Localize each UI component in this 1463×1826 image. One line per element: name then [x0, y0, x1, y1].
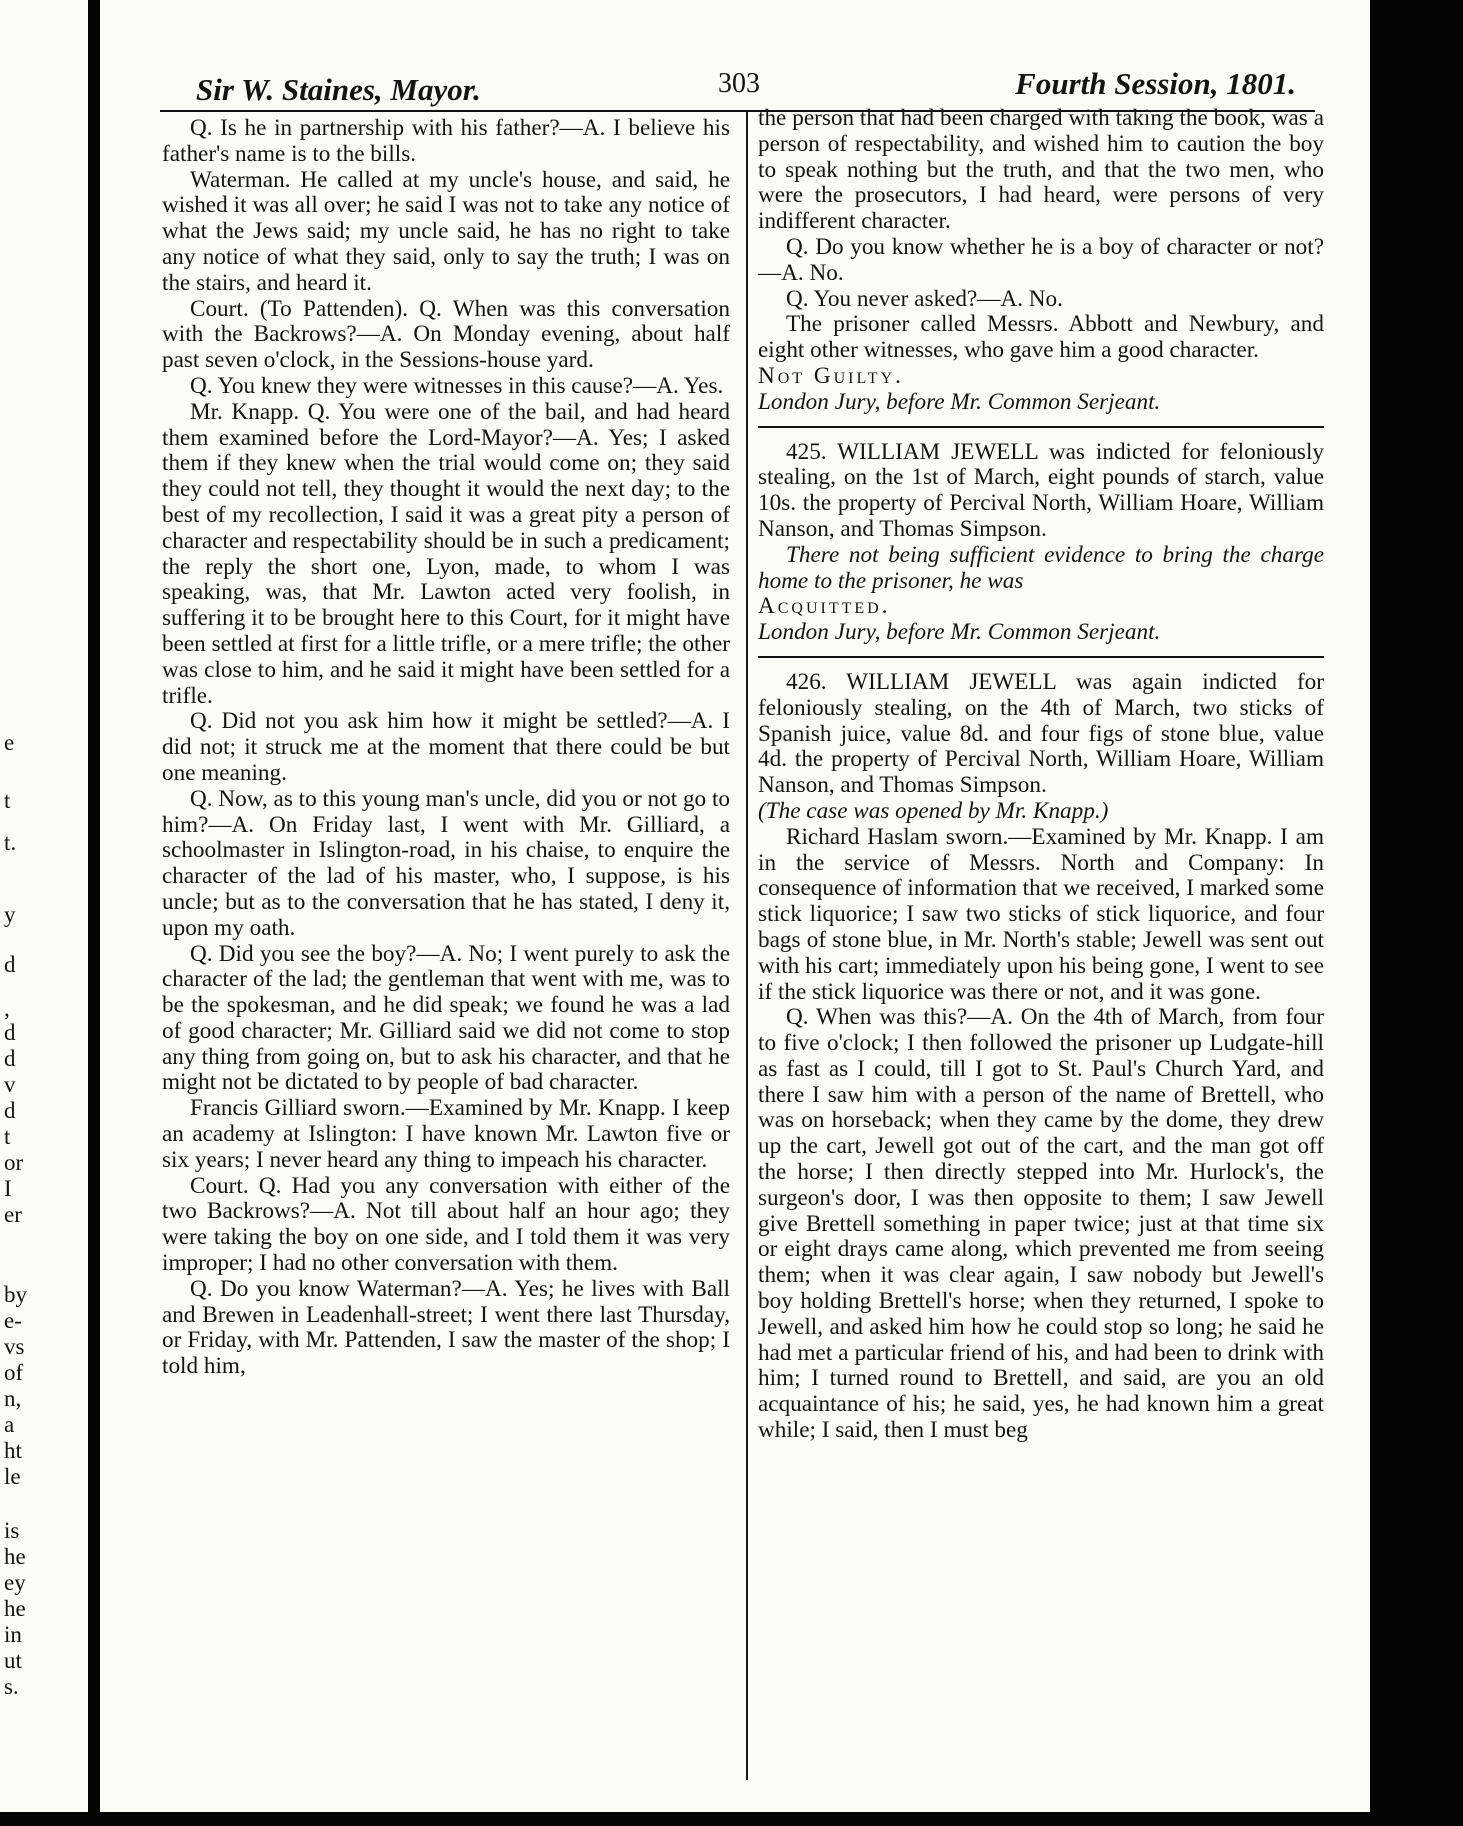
prev-fragment: d — [4, 1046, 16, 1071]
prev-fragment: t. — [4, 830, 17, 855]
verdict-not-guilty: Not Guilty. — [758, 362, 904, 389]
paragraph: Q. You knew they were witnesses in this cause?—A. Yes. — [190, 372, 724, 399]
prev-fragment: a — [4, 1412, 15, 1437]
left-column — [162, 116, 730, 1380]
paragraph: The prisoner called Messrs. Abbott and Newbury, and eight other witnesses, who gave him a good character. — [758, 311, 1324, 364]
prev-fragment: t — [4, 788, 11, 813]
paragraph: Q. Now, as to this young man's uncle, did you or not go to him?—A. On Friday last, I went with Mr. Gilliard, a schoolmaster in Islington-road, in his chaise, to enquire the character of the lad of his master, who, I suppose, is his uncle; but as to the conversation that he has stated, I deny it, upon my oath. — [162, 785, 730, 941]
prev-fragment: t — [4, 1124, 11, 1149]
paragraph: Court. Q. Had you any conversation with either of the two Backrows?—A. Not till about half an hour ago; they were taking the boy on one side, and I told them it was very improper; I had no other conversation with them. — [162, 1172, 730, 1277]
prev-fragment: , — [4, 996, 10, 1021]
prev-fragment: or — [4, 1150, 24, 1175]
prev-fragment: he — [4, 1596, 26, 1621]
verdict-acquitted: Acquitted. — [758, 593, 891, 620]
paragraph: Mr. Knapp. Q. You were one of the bail, and had heard them examined before the Lord-Mayor?—A. Yes; I asked them if they knew when the trial would come on; they said they could not tell, they thought it would the next day; to the best of my recollection, I said it was a great pity a person of character and respectability should be in such a predicament; the reply the short one, Lyon, made, to whom I was speaking, was, that Mr. Lawton acted very foolish, in suffering it to be brought here to this Court, for it might have been settled at first for a little trifle, or a mere trifle; the other was close to him, and he said it might have been settled for a trifle. — [162, 398, 730, 709]
previous-page-edge — [0, 60, 88, 1760]
evidence-note: There not being sufficient evidence to bring the charge home to the prisoner, he was — [758, 541, 1324, 594]
paragraph: Q. Do you know whether he is a boy of character or not?—A. No. — [758, 233, 1324, 286]
paragraph: Court. (To Pattenden). Q. When was this conversation with the Backrows?—A. On Monday evening, about half past seven o'clock, in the Sessions-house yard. — [162, 295, 730, 374]
paragraph-continuation: the person that had been charged with taking the book, was a person of respectability, and wished him to caution the boy to speak nothing but the truth, and that the two men, who were the prosecutors, I had heard, were persons of very indifferent character. — [758, 105, 1324, 235]
scan-edge-left — [88, 0, 100, 1826]
case-opened-note: (The case was opened by Mr. Knapp.) — [758, 797, 1109, 824]
prev-fragment: ht — [4, 1438, 22, 1463]
prev-fragment: ey — [4, 1570, 26, 1595]
column-rule — [746, 112, 748, 1780]
page-number: 303 — [718, 68, 760, 99]
jury-line: London Jury, before Mr. Common Serjeant. — [758, 619, 1161, 646]
paragraph: Q. Did not you ask him how it might be settled?—A. I did not; it struck me at the moment that there could be but one meaning. — [162, 708, 730, 786]
section-rule — [758, 426, 1324, 428]
paragraph: Q. Did you see the boy?—A. No; I went purely to ask the character of the lad; the gentleman that went with me, was to be the spokesman, and he did speak; we found he was a lad of good character; Mr. Gilliard said we did not come to stop any thing from going on, but to ask his character, and that he might not be dictated to by people of bad character. — [162, 940, 730, 1096]
right-column — [758, 106, 1324, 1444]
prev-fragment: vs — [4, 1334, 25, 1359]
paragraph: Waterman. He called at my uncle's house, and said, he wished it was all over; he said I was not to take any notice of what the Jews said; my uncle said, he has no right to take any notice of what they said, only to say the truth; I was on the stairs, and heard it. — [162, 166, 730, 296]
prev-fragment: er — [4, 1202, 22, 1227]
prev-fragment: d — [4, 952, 16, 977]
paragraph: Francis Gilliard sworn.—Examined by Mr. Knapp. I keep an academy at Islington: I have known Mr. Lawton five or six years; I never heard any thing to impeach his character. — [162, 1095, 730, 1173]
paragraph: Richard Haslam sworn.—Examined by Mr. Knapp. I am in the service of Messrs. North and Company: In consequence of information that we received, I marked some stick liquorice; I saw two sticks of stick liquorice, and four bags of stone blue, in Mr. North's stable; Jewell was sent out with his cart; immediately upon his being gone, I went to see if the stick liquorice was there or not, and it was gone. — [758, 823, 1324, 1005]
prev-fragment: of — [4, 1360, 24, 1385]
prev-fragment: in — [4, 1622, 22, 1647]
prev-fragment: is — [4, 1518, 20, 1543]
paragraph: Q. Is he in partnership with his father?—A. I believe his father's name is to the bills. — [162, 115, 730, 167]
scan-edge-bottom — [0, 1812, 1463, 1826]
section-rule — [758, 656, 1324, 658]
prev-fragment: e- — [4, 1308, 22, 1333]
case-425: 425. WILLIAM JEWELL was indicted for feloniously stealing, on the 1st of March, eight pounds of starch, value 10s. the property of Percival North, William Hoare, William Nanson, and Thomas Simpson. — [758, 438, 1324, 542]
prev-fragment: ut — [4, 1648, 22, 1673]
prev-fragment: n, — [4, 1386, 22, 1411]
prev-fragment: le — [4, 1464, 21, 1489]
prev-fragment: d — [4, 1098, 16, 1123]
header-left: Sir W. Staines, Mayor. — [196, 72, 481, 107]
prev-fragment: s. — [4, 1674, 19, 1699]
paragraph: Q. You never asked?—A. No. — [786, 285, 1063, 312]
prev-fragment: by — [4, 1282, 27, 1307]
scan-edge-right — [1370, 0, 1463, 1826]
prev-fragment: d — [4, 1020, 16, 1045]
paragraph: Q. When was this?—A. On the 4th of March, from four to five o'clock; I then followed the prisoner up Ludgate-hill as fast as I could, till I got to St. Paul's Church Yard, and there I saw him with a person of the name of Brettell, who was on horseback; when they came by the dome, they drew up the cart, Jewell got out of the cart, and the man got off the horse; I then directly stepped into Mr. Hurlock's, the surgeon's door, I was then opposite to them; I saw Jewell give Brettell something in paper twice; just at that time six or eight drays came along, which prevented me from seeing them; when it was clear again, I saw nobody but Jewell's boy holding Brettell's horse; when they returned, I spoke to Jewell, and asked him how he could stop so long; he said he had met a particular friend of his, and had been to drink with him; I turned round to Brettell, and said, are you an old acquaintance of his; he said, yes, he had known him a great while; I said, then I must beg — [758, 1004, 1324, 1444]
prev-fragment: he — [4, 1544, 26, 1569]
prev-fragment: y — [4, 902, 16, 927]
paragraph: Q. Do you know Waterman?—A. Yes; he lives with Ball and Brewen in Leadenhall-street; I went there last Thursday, or Friday, with Mr. Pattenden, I saw the master of the shop; I told him, — [162, 1275, 730, 1380]
case-426: 426. WILLIAM JEWELL was again indicted for feloniously stealing, on the 4th of March, two sticks of Spanish juice, value 8d. and four figs of stone blue, value 4d. the property of Percival North, William Hoare, William Nanson, and Thomas Simpson. — [758, 668, 1324, 799]
prev-fragment: I — [4, 1176, 12, 1201]
prev-fragment: e — [4, 730, 15, 755]
prev-fragment: v — [4, 1072, 16, 1097]
running-header — [178, 62, 1308, 107]
header-right: Fourth Session, 1801. — [1015, 66, 1296, 101]
jury-line: London Jury, before Mr. Common Serjeant. — [758, 388, 1161, 415]
